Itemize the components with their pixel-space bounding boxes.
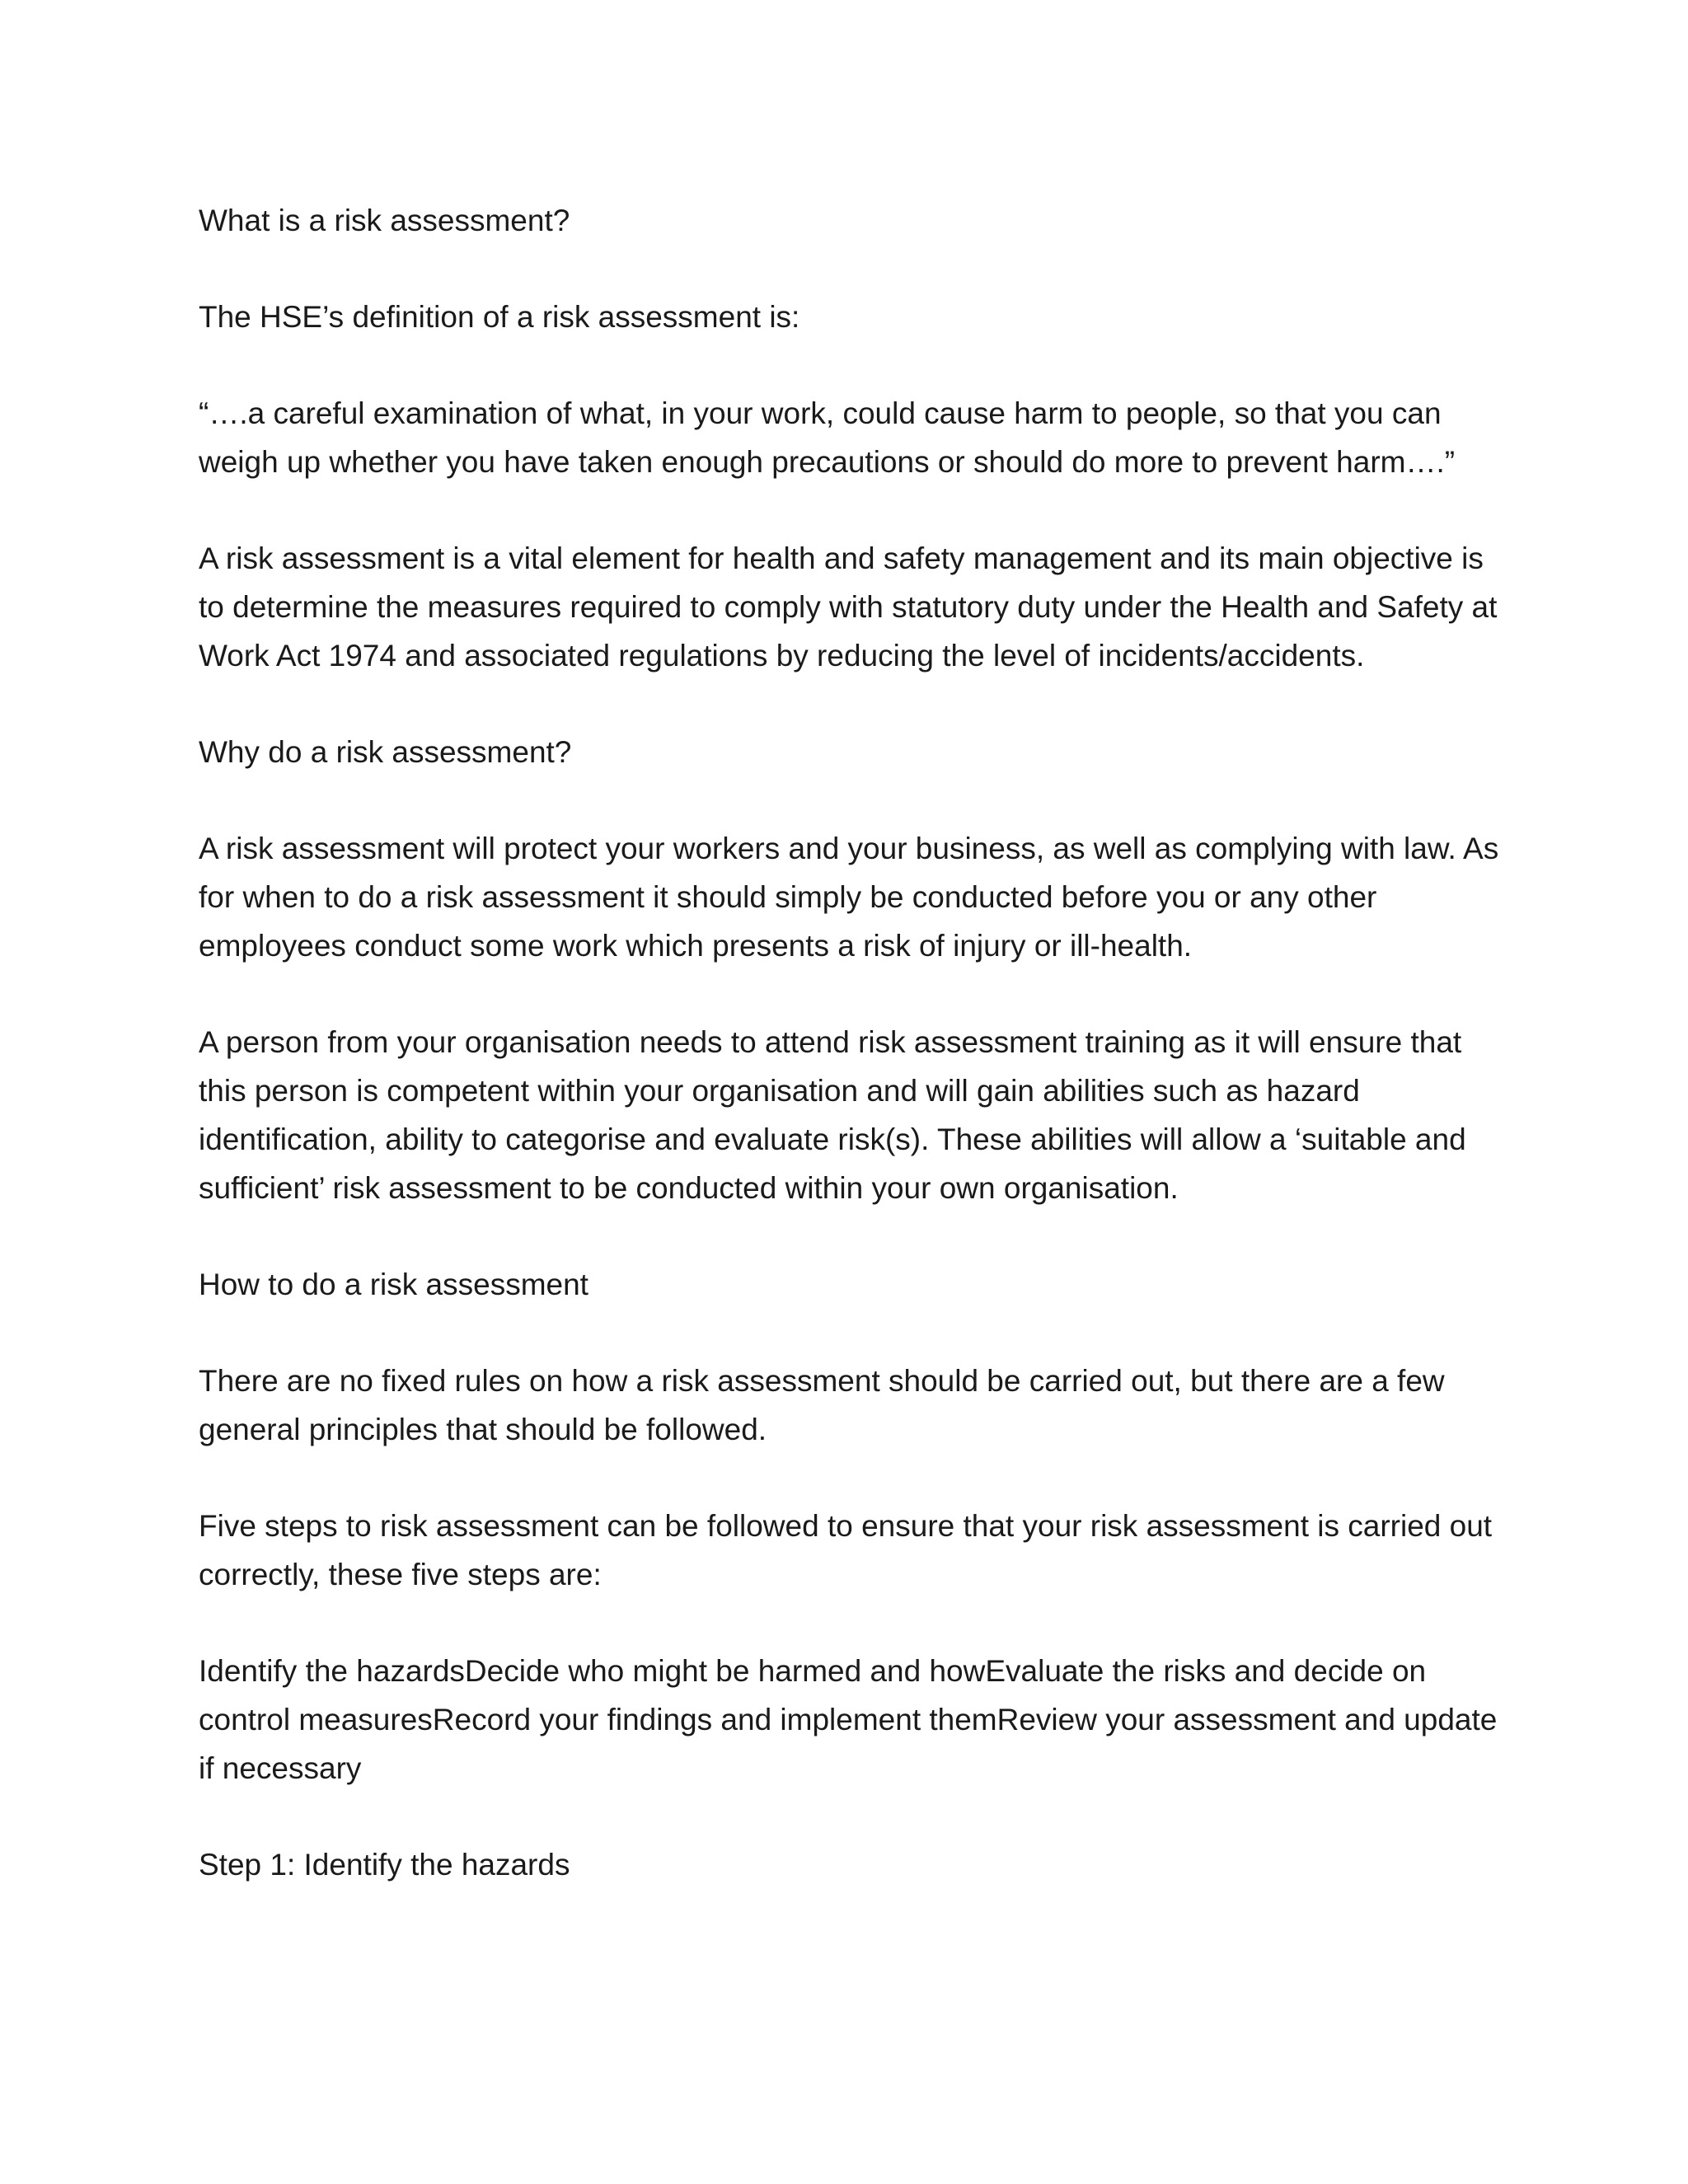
heading-step-1: Step 1: Identify the hazards (199, 1848, 570, 1882)
document-body (199, 196, 1501, 1937)
paragraph-no-fixed-rules: There are no fixed rules on how a risk assessment should be carried out, but there are a few general principles that should be followed. (199, 1364, 1445, 1446)
heading-why-do-risk-assessment: Why do a risk assessment? (199, 735, 572, 769)
paragraph-five-steps-list: Identify the hazardsDecide who might be harmed and howEvaluate the risks and decide on control measuresRecord your findings and implement themReview your assessment and update if necessary (199, 1654, 1498, 1785)
heading-what-is-risk-assessment: What is a risk assessment? (199, 204, 570, 237)
heading-how-to-do-risk-assessment: How to do a risk assessment (199, 1268, 588, 1301)
paragraph-five-steps-intro: Five steps to risk assessment can be followed to ensure that your risk assessment is carried out correctly, these five steps are: (199, 1509, 1493, 1591)
paragraph-training: A person from your organisation needs to attend risk assessment training as it will ensure that this person is competent within your organisation and will gain abilities such as hazard identification, ability to categorise and evaluate risk(s). These abilities will allow a ‘suitable and sufficient’ risk assessment to be conducted within your own organisation. (199, 1025, 1466, 1205)
paragraph-vital-element: A risk assessment is a vital element for health and safety management and its main objective is to determine the measures required to comply with statutory duty under the Health and Safety at Work Act 1974 and associated regulations by reducing the level of incidents/accidents. (199, 541, 1498, 673)
paragraph-hse-definition-intro: The HSE’s definition of a risk assessment is: (199, 300, 800, 334)
paragraph-hse-definition-quote: “….a careful examination of what, in your work, could cause harm to people, so that you can weigh up whether you have taken enough precautions or should do more to prevent harm….” (199, 396, 1456, 479)
paragraph-protect-workers: A risk assessment will protect your workers and your business, as well as complying with law. As for when to do a risk assessment it should simply be conducted before you or any other employees conduct some work which presents a risk of injury or ill-health. (199, 832, 1499, 963)
